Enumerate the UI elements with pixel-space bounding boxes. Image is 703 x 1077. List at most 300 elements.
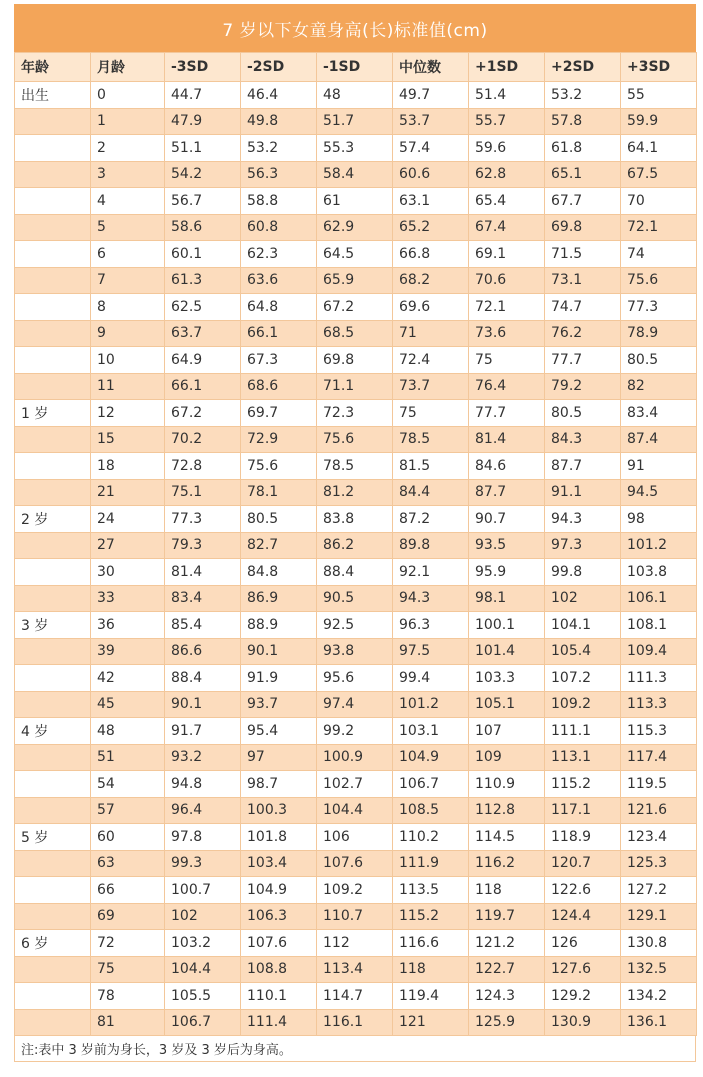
cell-minus-3sd: 99.3 <box>165 850 241 877</box>
cell-plus-3sd: 129.1 <box>621 903 697 930</box>
table-row <box>15 82 697 109</box>
cell-plus-3sd: 77.3 <box>621 294 697 321</box>
cell-minus-3sd: 97.8 <box>165 824 241 851</box>
table-body <box>15 82 697 1036</box>
cell-month-age: 24 <box>91 506 165 533</box>
cell-minus-1sd: 83.8 <box>317 506 393 533</box>
cell-plus-2sd: 57.8 <box>545 108 621 135</box>
cell-minus-2sd: 53.2 <box>241 135 317 162</box>
cell-median: 96.3 <box>393 612 469 639</box>
cell-month-age: 7 <box>91 267 165 294</box>
cell-minus-1sd: 48 <box>317 82 393 109</box>
cell-month-age: 3 <box>91 161 165 188</box>
table-row <box>15 241 697 268</box>
cell-plus-1sd: 75 <box>469 347 545 374</box>
cell-minus-1sd: 102.7 <box>317 771 393 798</box>
cell-age: 6 岁 <box>15 930 91 957</box>
cell-minus-1sd: 112 <box>317 930 393 957</box>
cell-age <box>15 320 91 347</box>
cell-minus-2sd: 60.8 <box>241 214 317 241</box>
cell-minus-2sd: 58.8 <box>241 188 317 215</box>
table-row <box>15 850 697 877</box>
cell-month-age: 66 <box>91 877 165 904</box>
cell-plus-1sd: 98.1 <box>469 585 545 612</box>
cell-median: 73.7 <box>393 373 469 400</box>
cell-minus-3sd: 85.4 <box>165 612 241 639</box>
cell-minus-3sd: 94.8 <box>165 771 241 798</box>
cell-age <box>15 214 91 241</box>
cell-median: 68.2 <box>393 267 469 294</box>
cell-plus-1sd: 122.7 <box>469 956 545 983</box>
cell-plus-3sd: 119.5 <box>621 771 697 798</box>
cell-plus-1sd: 109 <box>469 744 545 771</box>
cell-minus-3sd: 77.3 <box>165 506 241 533</box>
cell-median: 119.4 <box>393 983 469 1010</box>
cell-median: 111.9 <box>393 850 469 877</box>
cell-month-age: 36 <box>91 612 165 639</box>
table-row <box>15 718 697 745</box>
cell-median: 103.1 <box>393 718 469 745</box>
cell-plus-2sd: 53.2 <box>545 82 621 109</box>
cell-month-age: 10 <box>91 347 165 374</box>
cell-plus-1sd: 70.6 <box>469 267 545 294</box>
cell-plus-3sd: 91 <box>621 453 697 480</box>
cell-plus-3sd: 78.9 <box>621 320 697 347</box>
cell-plus-1sd: 101.4 <box>469 638 545 665</box>
cell-minus-3sd: 61.3 <box>165 267 241 294</box>
cell-minus-3sd: 100.7 <box>165 877 241 904</box>
cell-plus-1sd: 112.8 <box>469 797 545 824</box>
cell-age <box>15 347 91 374</box>
cell-minus-1sd: 71.1 <box>317 373 393 400</box>
cell-minus-1sd: 109.2 <box>317 877 393 904</box>
cell-minus-2sd: 56.3 <box>241 161 317 188</box>
table-row <box>15 479 697 506</box>
cell-minus-3sd: 51.1 <box>165 135 241 162</box>
table-row <box>15 347 697 374</box>
cell-plus-3sd: 94.5 <box>621 479 697 506</box>
table-row <box>15 400 697 427</box>
cell-minus-1sd: 69.8 <box>317 347 393 374</box>
cell-median: 53.7 <box>393 108 469 135</box>
cell-age <box>15 771 91 798</box>
table-row <box>15 771 697 798</box>
cell-minus-3sd: 93.2 <box>165 744 241 771</box>
cell-plus-3sd: 74 <box>621 241 697 268</box>
cell-plus-3sd: 83.4 <box>621 400 697 427</box>
cell-month-age: 1 <box>91 108 165 135</box>
cell-plus-1sd: 69.1 <box>469 241 545 268</box>
cell-minus-2sd: 72.9 <box>241 426 317 453</box>
header-row <box>15 53 697 82</box>
cell-plus-3sd: 55 <box>621 82 697 109</box>
cell-plus-2sd: 74.7 <box>545 294 621 321</box>
cell-plus-2sd: 99.8 <box>545 559 621 586</box>
cell-minus-3sd: 81.4 <box>165 559 241 586</box>
table-row <box>15 506 697 533</box>
cell-minus-1sd: 114.7 <box>317 983 393 1010</box>
table-row <box>15 824 697 851</box>
cell-minus-3sd: 64.9 <box>165 347 241 374</box>
cell-minus-2sd: 101.8 <box>241 824 317 851</box>
cell-plus-2sd: 127.6 <box>545 956 621 983</box>
cell-minus-1sd: 58.4 <box>317 161 393 188</box>
cell-plus-2sd: 124.4 <box>545 903 621 930</box>
header-age: 年龄 <box>15 53 91 82</box>
cell-minus-3sd: 88.4 <box>165 665 241 692</box>
cell-minus-3sd: 104.4 <box>165 956 241 983</box>
cell-age <box>15 373 91 400</box>
cell-plus-3sd: 115.3 <box>621 718 697 745</box>
cell-minus-3sd: 60.1 <box>165 241 241 268</box>
cell-plus-3sd: 64.1 <box>621 135 697 162</box>
cell-median: 97.5 <box>393 638 469 665</box>
table-row <box>15 188 697 215</box>
cell-median: 110.2 <box>393 824 469 851</box>
cell-median: 84.4 <box>393 479 469 506</box>
cell-plus-3sd: 70 <box>621 188 697 215</box>
cell-plus-3sd: 125.3 <box>621 850 697 877</box>
cell-age <box>15 188 91 215</box>
cell-age <box>15 691 91 718</box>
cell-age <box>15 797 91 824</box>
cell-minus-3sd: 47.9 <box>165 108 241 135</box>
cell-minus-1sd: 75.6 <box>317 426 393 453</box>
cell-plus-2sd: 77.7 <box>545 347 621 374</box>
cell-minus-3sd: 54.2 <box>165 161 241 188</box>
cell-age <box>15 665 91 692</box>
table-title: 7 岁以下女童身高(长)标准值(cm) <box>14 4 696 52</box>
table-row <box>15 691 697 718</box>
cell-month-age: 78 <box>91 983 165 1010</box>
cell-minus-2sd: 106.3 <box>241 903 317 930</box>
cell-median: 63.1 <box>393 188 469 215</box>
cell-minus-2sd: 63.6 <box>241 267 317 294</box>
cell-minus-2sd: 107.6 <box>241 930 317 957</box>
cell-age: 1 岁 <box>15 400 91 427</box>
cell-minus-2sd: 98.7 <box>241 771 317 798</box>
cell-plus-3sd: 136.1 <box>621 1009 697 1036</box>
cell-minus-1sd: 68.5 <box>317 320 393 347</box>
cell-minus-3sd: 83.4 <box>165 585 241 612</box>
cell-plus-1sd: 110.9 <box>469 771 545 798</box>
cell-plus-3sd: 111.3 <box>621 665 697 692</box>
cell-month-age: 30 <box>91 559 165 586</box>
table-row <box>15 612 697 639</box>
table-note: 注:表中 3 岁前为身长，3 岁及 3 岁后为身高。 <box>14 1036 696 1062</box>
cell-median: 118 <box>393 956 469 983</box>
cell-minus-2sd: 88.9 <box>241 612 317 639</box>
cell-age <box>15 532 91 559</box>
cell-plus-3sd: 67.5 <box>621 161 697 188</box>
cell-plus-2sd: 129.2 <box>545 983 621 1010</box>
cell-plus-1sd: 81.4 <box>469 426 545 453</box>
cell-minus-1sd: 51.7 <box>317 108 393 135</box>
cell-minus-2sd: 82.7 <box>241 532 317 559</box>
header-plus-3sd: +3SD <box>621 53 697 82</box>
cell-plus-2sd: 104.1 <box>545 612 621 639</box>
cell-plus-1sd: 125.9 <box>469 1009 545 1036</box>
cell-median: 104.9 <box>393 744 469 771</box>
cell-month-age: 21 <box>91 479 165 506</box>
cell-plus-1sd: 116.2 <box>469 850 545 877</box>
cell-age <box>15 956 91 983</box>
cell-plus-1sd: 59.6 <box>469 135 545 162</box>
cell-minus-1sd: 104.4 <box>317 797 393 824</box>
cell-plus-1sd: 93.5 <box>469 532 545 559</box>
table-row <box>15 426 697 453</box>
cell-plus-2sd: 69.8 <box>545 214 621 241</box>
height-standard-table <box>14 52 697 1036</box>
cell-month-age: 9 <box>91 320 165 347</box>
cell-minus-3sd: 106.7 <box>165 1009 241 1036</box>
cell-age <box>15 1009 91 1036</box>
cell-age <box>15 559 91 586</box>
cell-minus-2sd: 67.3 <box>241 347 317 374</box>
cell-plus-2sd: 126 <box>545 930 621 957</box>
cell-plus-3sd: 80.5 <box>621 347 697 374</box>
cell-minus-2sd: 78.1 <box>241 479 317 506</box>
cell-minus-2sd: 46.4 <box>241 82 317 109</box>
cell-minus-2sd: 68.6 <box>241 373 317 400</box>
cell-median: 116.6 <box>393 930 469 957</box>
cell-age: 4 岁 <box>15 718 91 745</box>
header-median: 中位数 <box>393 53 469 82</box>
table-row <box>15 373 697 400</box>
cell-minus-2sd: 103.4 <box>241 850 317 877</box>
cell-plus-1sd: 62.8 <box>469 161 545 188</box>
cell-month-age: 54 <box>91 771 165 798</box>
cell-plus-2sd: 102 <box>545 585 621 612</box>
cell-minus-3sd: 72.8 <box>165 453 241 480</box>
cell-minus-1sd: 90.5 <box>317 585 393 612</box>
cell-plus-1sd: 124.3 <box>469 983 545 1010</box>
cell-minus-3sd: 62.5 <box>165 294 241 321</box>
cell-median: 115.2 <box>393 903 469 930</box>
cell-month-age: 42 <box>91 665 165 692</box>
cell-minus-1sd: 61 <box>317 188 393 215</box>
cell-plus-3sd: 82 <box>621 373 697 400</box>
table-row <box>15 744 697 771</box>
cell-minus-2sd: 104.9 <box>241 877 317 904</box>
cell-plus-1sd: 118 <box>469 877 545 904</box>
header-minus-1sd: -1SD <box>317 53 393 82</box>
table-row <box>15 267 697 294</box>
cell-minus-1sd: 88.4 <box>317 559 393 586</box>
table-row <box>15 638 697 665</box>
cell-minus-3sd: 75.1 <box>165 479 241 506</box>
cell-plus-1sd: 55.7 <box>469 108 545 135</box>
cell-minus-2sd: 111.4 <box>241 1009 317 1036</box>
cell-plus-2sd: 117.1 <box>545 797 621 824</box>
cell-age <box>15 877 91 904</box>
cell-plus-3sd: 134.2 <box>621 983 697 1010</box>
cell-minus-1sd: 116.1 <box>317 1009 393 1036</box>
cell-plus-2sd: 107.2 <box>545 665 621 692</box>
cell-month-age: 18 <box>91 453 165 480</box>
table-row <box>15 135 697 162</box>
cell-month-age: 63 <box>91 850 165 877</box>
cell-median: 92.1 <box>393 559 469 586</box>
cell-median: 49.7 <box>393 82 469 109</box>
cell-month-age: 51 <box>91 744 165 771</box>
height-standard-table-container <box>14 4 696 1062</box>
cell-plus-3sd: 101.2 <box>621 532 697 559</box>
cell-month-age: 72 <box>91 930 165 957</box>
cell-minus-3sd: 96.4 <box>165 797 241 824</box>
header-month-age: 月龄 <box>91 53 165 82</box>
cell-median: 101.2 <box>393 691 469 718</box>
cell-minus-1sd: 93.8 <box>317 638 393 665</box>
cell-plus-2sd: 115.2 <box>545 771 621 798</box>
cell-plus-1sd: 114.5 <box>469 824 545 851</box>
cell-month-age: 0 <box>91 82 165 109</box>
cell-plus-3sd: 130.8 <box>621 930 697 957</box>
cell-month-age: 6 <box>91 241 165 268</box>
table-row <box>15 320 697 347</box>
cell-plus-1sd: 67.4 <box>469 214 545 241</box>
cell-minus-1sd: 86.2 <box>317 532 393 559</box>
cell-minus-2sd: 66.1 <box>241 320 317 347</box>
cell-median: 71 <box>393 320 469 347</box>
cell-month-age: 69 <box>91 903 165 930</box>
cell-plus-1sd: 105.1 <box>469 691 545 718</box>
cell-plus-1sd: 76.4 <box>469 373 545 400</box>
header-minus-2sd: -2SD <box>241 53 317 82</box>
cell-minus-2sd: 100.3 <box>241 797 317 824</box>
cell-month-age: 12 <box>91 400 165 427</box>
cell-minus-2sd: 97 <box>241 744 317 771</box>
cell-age <box>15 903 91 930</box>
cell-plus-2sd: 65.1 <box>545 161 621 188</box>
cell-median: 69.6 <box>393 294 469 321</box>
cell-plus-3sd: 59.9 <box>621 108 697 135</box>
cell-minus-1sd: 65.9 <box>317 267 393 294</box>
cell-month-age: 27 <box>91 532 165 559</box>
table-row <box>15 877 697 904</box>
cell-plus-2sd: 118.9 <box>545 824 621 851</box>
cell-plus-1sd: 73.6 <box>469 320 545 347</box>
header-plus-2sd: +2SD <box>545 53 621 82</box>
cell-minus-2sd: 80.5 <box>241 506 317 533</box>
cell-median: 81.5 <box>393 453 469 480</box>
cell-plus-2sd: 76.2 <box>545 320 621 347</box>
cell-median: 113.5 <box>393 877 469 904</box>
cell-plus-3sd: 113.3 <box>621 691 697 718</box>
cell-minus-1sd: 99.2 <box>317 718 393 745</box>
cell-plus-1sd: 51.4 <box>469 82 545 109</box>
cell-month-age: 39 <box>91 638 165 665</box>
cell-month-age: 15 <box>91 426 165 453</box>
cell-minus-1sd: 95.6 <box>317 665 393 692</box>
cell-plus-2sd: 73.1 <box>545 267 621 294</box>
table-row <box>15 453 697 480</box>
cell-age <box>15 426 91 453</box>
cell-median: 106.7 <box>393 771 469 798</box>
table-row <box>15 559 697 586</box>
cell-month-age: 75 <box>91 956 165 983</box>
cell-minus-1sd: 64.5 <box>317 241 393 268</box>
cell-month-age: 60 <box>91 824 165 851</box>
cell-age <box>15 453 91 480</box>
cell-age <box>15 135 91 162</box>
cell-median: 72.4 <box>393 347 469 374</box>
cell-minus-3sd: 56.7 <box>165 188 241 215</box>
cell-age <box>15 983 91 1010</box>
cell-month-age: 81 <box>91 1009 165 1036</box>
cell-plus-1sd: 72.1 <box>469 294 545 321</box>
cell-minus-1sd: 92.5 <box>317 612 393 639</box>
cell-minus-1sd: 110.7 <box>317 903 393 930</box>
cell-age <box>15 108 91 135</box>
cell-month-age: 48 <box>91 718 165 745</box>
cell-minus-3sd: 70.2 <box>165 426 241 453</box>
cell-minus-2sd: 95.4 <box>241 718 317 745</box>
table-row <box>15 532 697 559</box>
cell-median: 57.4 <box>393 135 469 162</box>
cell-minus-2sd: 64.8 <box>241 294 317 321</box>
table-row <box>15 1009 697 1036</box>
cell-plus-2sd: 84.3 <box>545 426 621 453</box>
table-row <box>15 585 697 612</box>
cell-plus-3sd: 87.4 <box>621 426 697 453</box>
table-row <box>15 983 697 1010</box>
cell-plus-1sd: 119.7 <box>469 903 545 930</box>
cell-plus-2sd: 94.3 <box>545 506 621 533</box>
cell-month-age: 8 <box>91 294 165 321</box>
cell-minus-1sd: 78.5 <box>317 453 393 480</box>
table-row <box>15 108 697 135</box>
cell-plus-2sd: 111.1 <box>545 718 621 745</box>
cell-plus-2sd: 87.7 <box>545 453 621 480</box>
cell-plus-2sd: 71.5 <box>545 241 621 268</box>
cell-plus-1sd: 65.4 <box>469 188 545 215</box>
cell-age <box>15 585 91 612</box>
cell-month-age: 57 <box>91 797 165 824</box>
table-row <box>15 161 697 188</box>
cell-plus-1sd: 84.6 <box>469 453 545 480</box>
cell-minus-1sd: 100.9 <box>317 744 393 771</box>
cell-age <box>15 744 91 771</box>
cell-minus-3sd: 66.1 <box>165 373 241 400</box>
cell-minus-1sd: 62.9 <box>317 214 393 241</box>
cell-minus-3sd: 86.6 <box>165 638 241 665</box>
cell-minus-1sd: 106 <box>317 824 393 851</box>
cell-minus-1sd: 72.3 <box>317 400 393 427</box>
cell-median: 75 <box>393 400 469 427</box>
cell-age <box>15 161 91 188</box>
cell-minus-2sd: 75.6 <box>241 453 317 480</box>
cell-plus-2sd: 109.2 <box>545 691 621 718</box>
cell-median: 65.2 <box>393 214 469 241</box>
cell-age <box>15 267 91 294</box>
cell-median: 60.6 <box>393 161 469 188</box>
cell-plus-3sd: 72.1 <box>621 214 697 241</box>
cell-minus-1sd: 81.2 <box>317 479 393 506</box>
cell-median: 66.8 <box>393 241 469 268</box>
cell-minus-3sd: 67.2 <box>165 400 241 427</box>
cell-month-age: 4 <box>91 188 165 215</box>
cell-plus-3sd: 117.4 <box>621 744 697 771</box>
cell-minus-3sd: 103.2 <box>165 930 241 957</box>
cell-plus-3sd: 121.6 <box>621 797 697 824</box>
cell-plus-3sd: 109.4 <box>621 638 697 665</box>
cell-plus-2sd: 91.1 <box>545 479 621 506</box>
cell-month-age: 33 <box>91 585 165 612</box>
cell-minus-1sd: 97.4 <box>317 691 393 718</box>
cell-minus-2sd: 110.1 <box>241 983 317 1010</box>
cell-plus-3sd: 108.1 <box>621 612 697 639</box>
